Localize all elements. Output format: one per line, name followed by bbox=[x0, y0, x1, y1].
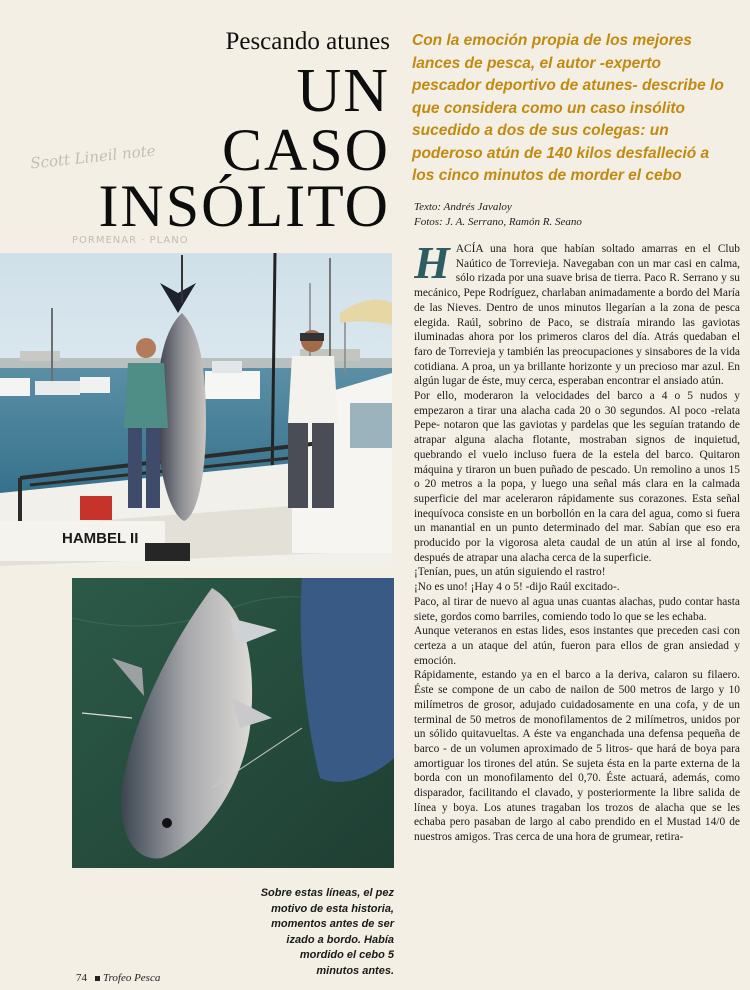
paragraph-5: Paco, al tirar de nuevo al agua unas cuantas alachas, pudo contar hasta siete, gordos como barriles, comiendo todo lo que se les echaba. bbox=[414, 595, 740, 623]
square-bullet-icon bbox=[95, 976, 100, 981]
credit-photos: Fotos: J. A. Serrano, Ramón R. Seano bbox=[414, 216, 582, 228]
paragraph-1-text: ACÍA una hora que habían soltado amarras en el Club Naútico de Torrevieja. Navegaban con un mar casi en calma, sólo rizada por una suave brisa de tierra. Paco R. Serrano y su mecánico, Pepe Rodríguez, charlaban animadamente a bordo del María de las Nieves. Dentro de unos minutos llegarían a la zona de pesca elegida. Raúl, sobrino de Paco, se distraía mirando las gaviotas iluminadas ahora por los primeros claros del día. Atrás quedaban el faro de Torrevieja y también las preocupaciones y sinsabores de la vida cotidiana. A proa, un ya brillante horizonte y un precioso mar azul. En algún lugar de éste, muy cerca, esperaban encontrar el ansiado atún. bbox=[414, 243, 740, 388]
paragraph-2: Por ello, moderaron la velocidades del barco a 4 o 5 nudos y empezaron a tirar una alacha cada 20 o 30 segundos. Al poco -relata Pepe- notaron que las gaviotas y pardelas que les seguían tratando de atrapar alguna alacha flotante, mostraban signos de inquietud, quebrando el vuelo incluso fuera de la estela del barco. Quitaron máquina y tiraron un buen puñado de pescado. Un remolino a unos 15 o 20 metros a la popa, y luego una señal más clara en la calmada superficie del mar aceleraron rápidamente sus corazones. Esta señal inequívoca consiste en un borbollón en la cara del agua, como si fuera un manantial en un punto determinado del mar. Sabían que eso era producido por la vigorosa aleta caudal de un atún al irse al fondo, después de atrapar una alacha cerca de la superficie. bbox=[414, 390, 740, 564]
credit-text: Texto: Andrés Javaloy bbox=[414, 201, 512, 213]
photo-caption: Sobre estas líneas, el pez motivo de esta historia, momentos antes de ser izado a bordo. Había mordido el cebo 5 minutos antes. bbox=[260, 887, 394, 977]
paragraph-4: ¡No es uno! ¡Hay 4 o 5! -dijo Raúl excitado-. bbox=[414, 581, 620, 594]
marina-tuna-photo bbox=[0, 253, 392, 566]
credits bbox=[414, 200, 734, 230]
article-deck: Con la emoción propia de los mejores lances de pesca, el autor -experto pescador deportivo de atunes- describe lo que considera como un caso insólito sucedido a dos de sus colegas: un poderoso atún de 140 kilos desfalleció a los cinco minutos de morder el cebo bbox=[412, 32, 724, 184]
headline-line-1: UN bbox=[296, 57, 390, 125]
handwritten-note-2: PORMENAR · PLANO bbox=[72, 235, 189, 246]
article-body bbox=[414, 242, 740, 962]
paragraph-1 bbox=[414, 242, 740, 389]
publication-name: Trofeo Pesca bbox=[103, 972, 161, 984]
kicker: Pescando atunes bbox=[225, 28, 390, 55]
page-number: 74 bbox=[76, 972, 87, 984]
paragraph-3: ¡Tenían, pues, un atún siguiendo el rastro! bbox=[414, 566, 606, 579]
underwater-tuna-photo bbox=[72, 578, 394, 868]
paragraph-6: Aunque veteranos en estas lides, esos instantes que preceden casi con certeza a un ataque del atún, fueron para ellos de gran ansiedad y emoción. bbox=[414, 625, 740, 667]
headline-line-3: INSÓLITO bbox=[98, 173, 390, 239]
paragraph-7: Rápidamente, estando ya en el barco a la deriva, calaron su filaero. Éste se compone de un cabo de nailon de 500 metros de largo y 10 milímetros de grosor, adujado cuidadosamente en una cofa, y de un terminal de 50 metros de monofilamentos de 2 milímetros, unidos por un sólido quitavueltas. A éste va enganchada una defensa pequeña de barco - de un volumen aproximado de 5 litros- que hará de boya para amortiguar los tirones del atún. Se sujeta ésta en la parte externa de la borda con un monofilamento del 0,70. Éste actuará, además, como disparador, facilitando el clavado, y posteriormente la libre salida de línea y boya. Los atunes tragaban los trozos de alacha que se les echaba pero pasaban de largo al cabo prendido en el Mustad 14/0 de nuestros amigos. Tras cerca de una hora de grumear, retira- bbox=[414, 669, 740, 844]
page-footer bbox=[76, 972, 160, 984]
headline-line-2: CASO bbox=[221, 117, 390, 183]
drop-cap: H bbox=[414, 242, 450, 288]
handwritten-note: Scott Lineil note bbox=[29, 141, 157, 173]
boat-name: HAMBEL II bbox=[62, 530, 139, 547]
